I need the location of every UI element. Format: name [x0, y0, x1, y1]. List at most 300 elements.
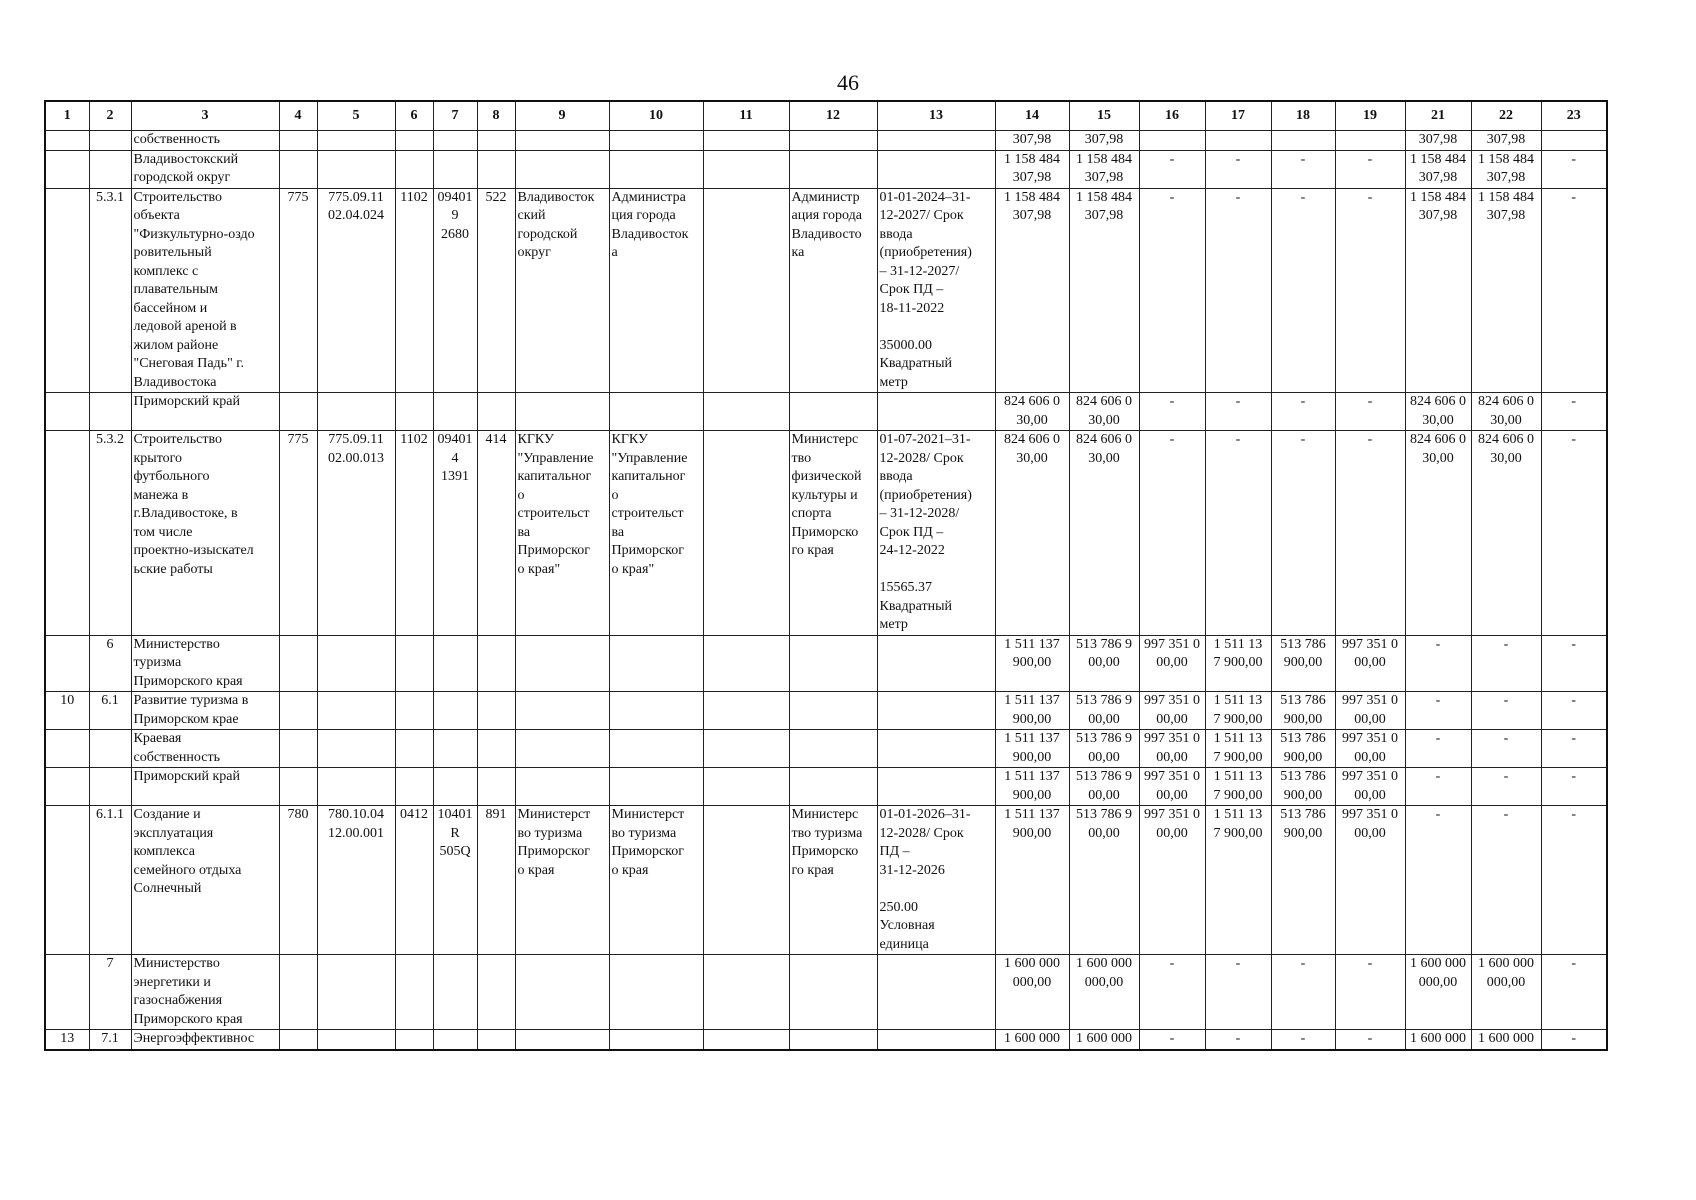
table-cell: - — [1335, 393, 1405, 431]
table-cell: Энергоэффективнос — [131, 1030, 279, 1050]
table-cell — [433, 393, 477, 431]
table-cell: - — [1405, 806, 1471, 955]
table-cell — [789, 635, 877, 692]
table-row — [45, 431, 1607, 636]
table-cell — [609, 955, 703, 1030]
table-cell: 1 600 000 — [1069, 1030, 1139, 1050]
table-cell: 10 — [45, 692, 89, 730]
table-cell: 1 600 000 — [995, 1030, 1069, 1050]
table-cell — [877, 730, 995, 768]
table-cell: - — [1405, 768, 1471, 806]
table-cell: 513 786 9 00,00 — [1069, 730, 1139, 768]
table-cell — [317, 393, 395, 431]
table-cell: 1 511 137 900,00 — [995, 768, 1069, 806]
table-cell — [433, 955, 477, 1030]
table-cell: - — [1139, 188, 1205, 393]
table-cell: 780.10.04 12.00.001 — [317, 806, 395, 955]
table-cell: Министерст во туризма Приморског о края — [515, 806, 609, 955]
table-cell — [317, 955, 395, 1030]
table-cell — [433, 150, 477, 188]
table-cell — [703, 1030, 789, 1050]
table-cell — [703, 692, 789, 730]
table-cell: 997 351 0 00,00 — [1139, 768, 1205, 806]
table-cell: - — [1335, 431, 1405, 636]
column-header: 21 — [1405, 101, 1471, 131]
table-cell: - — [1471, 692, 1541, 730]
table-cell: 1102 — [395, 188, 433, 393]
header-row — [45, 101, 1607, 131]
table-body — [45, 131, 1607, 1050]
table-cell: Создание и эксплуатация комплекса семейного отдыха Солнечный — [131, 806, 279, 955]
table-cell: 513 786 900,00 — [1271, 692, 1335, 730]
table-cell — [45, 730, 89, 768]
table-row — [45, 131, 1607, 151]
table-cell: - — [1541, 150, 1607, 188]
table-cell — [703, 131, 789, 151]
table-cell: 1 511 13 7 900,00 — [1205, 768, 1271, 806]
table-cell: 1 511 137 900,00 — [995, 635, 1069, 692]
column-header: 23 — [1541, 101, 1607, 131]
table-cell: 824 606 0 30,00 — [1405, 393, 1471, 431]
table-cell — [89, 150, 131, 188]
table-cell: Администр ация города Владивосто ка — [789, 188, 877, 393]
table-cell — [279, 131, 317, 151]
table-cell — [477, 955, 515, 1030]
table-cell — [477, 692, 515, 730]
column-header: 1 — [45, 101, 89, 131]
table-cell — [45, 131, 89, 151]
table-cell — [317, 1030, 395, 1050]
table-cell: 1 600 000 000,00 — [1405, 955, 1471, 1030]
table-cell: - — [1471, 730, 1541, 768]
table-cell: 6 — [89, 635, 131, 692]
table-cell: 01-01-2026–31- 12-2028/ Срок ПД – 31-12-2026 250.00 Условная единица — [877, 806, 995, 955]
table-cell — [609, 768, 703, 806]
table-cell: 775 — [279, 188, 317, 393]
table-cell: 5.3.2 — [89, 431, 131, 636]
column-header: 3 — [131, 101, 279, 131]
column-header: 8 — [477, 101, 515, 131]
table-cell — [877, 768, 995, 806]
table-cell: 513 786 900,00 — [1271, 635, 1335, 692]
table-cell — [515, 730, 609, 768]
table-cell: - — [1139, 150, 1205, 188]
table-cell — [45, 768, 89, 806]
table-cell: 824 606 0 30,00 — [1471, 393, 1541, 431]
table-cell: 1 511 13 7 900,00 — [1205, 692, 1271, 730]
table-cell: - — [1541, 692, 1607, 730]
column-header: 13 — [877, 101, 995, 131]
column-header: 19 — [1335, 101, 1405, 131]
table-cell — [89, 730, 131, 768]
table-cell: 1 158 484 307,98 — [1069, 188, 1139, 393]
table-cell — [515, 1030, 609, 1050]
table-cell: 824 606 0 30,00 — [1471, 431, 1541, 636]
table-cell: 6.1 — [89, 692, 131, 730]
column-header: 14 — [995, 101, 1069, 131]
table-cell: - — [1541, 635, 1607, 692]
table-row — [45, 1030, 1607, 1050]
table-cell: - — [1271, 431, 1335, 636]
table-cell: 5.3.1 — [89, 188, 131, 393]
table-cell: 997 351 0 00,00 — [1139, 692, 1205, 730]
table-cell — [877, 692, 995, 730]
table-cell: - — [1335, 1030, 1405, 1050]
table-cell — [89, 131, 131, 151]
column-header: 7 — [433, 101, 477, 131]
table-cell — [395, 730, 433, 768]
budget-table — [44, 100, 1608, 1051]
table-cell: 997 351 0 00,00 — [1139, 635, 1205, 692]
table-cell: 513 786 9 00,00 — [1069, 635, 1139, 692]
table-cell — [279, 150, 317, 188]
table-cell: - — [1541, 768, 1607, 806]
table-cell: - — [1205, 393, 1271, 431]
table-cell — [477, 768, 515, 806]
table-cell: 824 606 0 30,00 — [1069, 431, 1139, 636]
table-cell: 1 511 137 900,00 — [995, 730, 1069, 768]
column-header: 12 — [789, 101, 877, 131]
table-cell: - — [1205, 150, 1271, 188]
table-cell: 094014 1391 — [433, 431, 477, 636]
table-cell — [45, 635, 89, 692]
table-cell: КГКУ "Управление капитальног о строительст ва Приморског о края" — [515, 431, 609, 636]
table-cell: 13 — [45, 1030, 89, 1050]
table-cell: - — [1271, 150, 1335, 188]
table-cell — [609, 730, 703, 768]
table-cell — [433, 768, 477, 806]
table-cell: Владивостокский городской округ — [131, 150, 279, 188]
table-cell: 1 511 13 7 900,00 — [1205, 806, 1271, 955]
table-cell: 775 — [279, 431, 317, 636]
table-cell — [89, 393, 131, 431]
table-cell — [703, 955, 789, 1030]
table-cell — [789, 131, 877, 151]
column-header: 6 — [395, 101, 433, 131]
table-cell — [789, 1030, 877, 1050]
table-cell — [433, 635, 477, 692]
table-cell — [703, 768, 789, 806]
table-cell: - — [1139, 393, 1205, 431]
table-cell — [703, 150, 789, 188]
table-cell: - — [1471, 806, 1541, 955]
table-cell — [1271, 131, 1335, 151]
table-row — [45, 955, 1607, 1030]
table-cell — [395, 131, 433, 151]
table-cell — [477, 635, 515, 692]
table-cell — [317, 150, 395, 188]
table-cell — [877, 150, 995, 188]
table-cell — [703, 730, 789, 768]
table-cell: - — [1541, 806, 1607, 955]
table-cell: 1 511 137 900,00 — [995, 806, 1069, 955]
table-cell: - — [1205, 431, 1271, 636]
table-cell — [45, 806, 89, 955]
column-header: 15 — [1069, 101, 1139, 131]
table-cell — [515, 768, 609, 806]
table-cell — [477, 730, 515, 768]
table-cell: Приморский край — [131, 393, 279, 431]
table-cell — [877, 393, 995, 431]
table-row — [45, 806, 1607, 955]
column-header: 17 — [1205, 101, 1271, 131]
table-cell — [45, 188, 89, 393]
table-cell — [703, 188, 789, 393]
table-cell: - — [1541, 955, 1607, 1030]
table-cell: 307,98 — [1405, 131, 1471, 151]
table-cell: - — [1139, 1030, 1205, 1050]
table-cell — [789, 393, 877, 431]
table-cell: Министерс тво туризма Приморско го края — [789, 806, 877, 955]
table-cell — [789, 768, 877, 806]
column-header: 4 — [279, 101, 317, 131]
table-cell: 1 511 13 7 900,00 — [1205, 635, 1271, 692]
table-cell — [609, 1030, 703, 1050]
table-cell: 1 158 484 307,98 — [1069, 150, 1139, 188]
table-cell: - — [1271, 955, 1335, 1030]
table-cell — [395, 150, 433, 188]
table-cell: Министерст во туризма Приморског о края — [609, 806, 703, 955]
table-cell — [1139, 131, 1205, 151]
table-cell: 775.09.11 02.04.024 — [317, 188, 395, 393]
table-cell — [877, 1030, 995, 1050]
table-cell: 414 — [477, 431, 515, 636]
table-cell: 1 600 000 — [1405, 1030, 1471, 1050]
table-cell: - — [1541, 1030, 1607, 1050]
table-cell — [317, 692, 395, 730]
table-cell — [317, 730, 395, 768]
table-cell — [279, 1030, 317, 1050]
table-cell: Министерство туризма Приморского края — [131, 635, 279, 692]
table-cell: - — [1205, 955, 1271, 1030]
table-cell: 0412 — [395, 806, 433, 955]
table-cell — [609, 635, 703, 692]
table-cell: 1 158 484 307,98 — [995, 150, 1069, 188]
table-cell: Строительство объекта "Физкультурно-оздо ровительный комплекс с плавательным бассейном и ледовой ареной в жилом районе "Снеговая Падь" г. Владивостока — [131, 188, 279, 393]
table-cell: 997 351 0 00,00 — [1335, 730, 1405, 768]
table-cell: 094019 2680 — [433, 188, 477, 393]
table-cell: 1 158 484 307,98 — [1405, 188, 1471, 393]
table-cell: 997 351 0 00,00 — [1335, 635, 1405, 692]
table-cell: - — [1335, 955, 1405, 1030]
table-cell: КГКУ "Управление капитальног о строительст ва Приморског о края" — [609, 431, 703, 636]
table-cell: - — [1139, 955, 1205, 1030]
column-header: 9 — [515, 101, 609, 131]
table-cell — [609, 131, 703, 151]
table-cell — [433, 730, 477, 768]
table-cell: - — [1205, 1030, 1271, 1050]
table-cell: 1 158 484 307,98 — [995, 188, 1069, 393]
table-cell: 01-01-2024–31- 12-2027/ Срок ввода (приобретения) – 31-12-2027/ Срок ПД – 18-11-2022 35000.00 Квадратный метр — [877, 188, 995, 393]
table-cell — [433, 131, 477, 151]
table-cell: 1 511 13 7 900,00 — [1205, 730, 1271, 768]
table-cell — [433, 692, 477, 730]
table-row — [45, 188, 1607, 393]
table-cell — [279, 768, 317, 806]
table-cell: 01-07-2021–31- 12-2028/ Срок ввода (приобретения) – 31-12-2028/ Срок ПД – 24-12-2022 15565.37 Квадратный метр — [877, 431, 995, 636]
table-cell — [1335, 131, 1405, 151]
table-cell: 780 — [279, 806, 317, 955]
table-cell — [515, 150, 609, 188]
table-cell — [515, 131, 609, 151]
table-cell: 307,98 — [995, 131, 1069, 151]
column-header: 5 — [317, 101, 395, 131]
table-cell — [45, 150, 89, 188]
table-cell: Министерс тво физической культуры и спорта Приморско го края — [789, 431, 877, 636]
table-cell: 1 158 484 307,98 — [1471, 188, 1541, 393]
table-row — [45, 730, 1607, 768]
table-cell: 513 786 900,00 — [1271, 806, 1335, 955]
table-cell: 1 600 000 000,00 — [995, 955, 1069, 1030]
table-cell — [279, 692, 317, 730]
table-cell — [45, 393, 89, 431]
table-cell: - — [1405, 730, 1471, 768]
table-cell — [395, 692, 433, 730]
table-cell — [515, 692, 609, 730]
table-cell: - — [1471, 635, 1541, 692]
table-cell — [477, 393, 515, 431]
table-row — [45, 393, 1607, 431]
table-cell: Приморский край — [131, 768, 279, 806]
table-cell: 824 606 0 30,00 — [995, 431, 1069, 636]
table-cell: 307,98 — [1471, 131, 1541, 151]
table-cell: 513 786 9 00,00 — [1069, 692, 1139, 730]
table-cell — [877, 131, 995, 151]
table-cell: 824 606 0 30,00 — [1405, 431, 1471, 636]
table-cell: - — [1541, 393, 1607, 431]
table-cell — [395, 955, 433, 1030]
table-cell: 997 351 0 00,00 — [1139, 730, 1205, 768]
table-cell — [609, 692, 703, 730]
table-cell: - — [1335, 188, 1405, 393]
table-cell — [789, 692, 877, 730]
table-cell — [395, 768, 433, 806]
table-cell: 824 606 0 30,00 — [995, 393, 1069, 431]
table-cell: 513 786 9 00,00 — [1069, 806, 1139, 955]
table-cell: - — [1139, 431, 1205, 636]
table-cell — [877, 635, 995, 692]
table-cell — [317, 635, 395, 692]
table-cell: - — [1205, 188, 1271, 393]
table-cell: 1102 — [395, 431, 433, 636]
table-cell — [703, 393, 789, 431]
table-cell: - — [1471, 768, 1541, 806]
table-cell: - — [1541, 431, 1607, 636]
table-cell — [609, 150, 703, 188]
table-cell — [279, 393, 317, 431]
table-cell: - — [1405, 692, 1471, 730]
table-cell — [279, 955, 317, 1030]
table-cell — [477, 150, 515, 188]
table-cell: 10401R 505Q — [433, 806, 477, 955]
table-cell — [1205, 131, 1271, 151]
table-cell — [789, 730, 877, 768]
column-header: 11 — [703, 101, 789, 131]
table-cell: 1 600 000 000,00 — [1471, 955, 1541, 1030]
table-cell: - — [1405, 635, 1471, 692]
table-cell — [317, 131, 395, 151]
table-cell — [45, 431, 89, 636]
column-header: 18 — [1271, 101, 1335, 131]
page-number: 46 — [837, 70, 859, 95]
table-cell — [317, 768, 395, 806]
table-cell: 997 351 0 00,00 — [1139, 806, 1205, 955]
column-header: 10 — [609, 101, 703, 131]
table-cell: - — [1271, 393, 1335, 431]
table-cell: - — [1271, 1030, 1335, 1050]
table-cell: - — [1335, 150, 1405, 188]
table-cell — [515, 635, 609, 692]
table-row — [45, 768, 1607, 806]
table-cell: собственность — [131, 131, 279, 151]
table-cell — [89, 768, 131, 806]
table-cell: 7 — [89, 955, 131, 1030]
table-cell — [395, 1030, 433, 1050]
table-cell: 6.1.1 — [89, 806, 131, 955]
table-cell: 1 158 484 307,98 — [1405, 150, 1471, 188]
table-cell — [703, 431, 789, 636]
column-header: 2 — [89, 101, 131, 131]
table-cell — [395, 393, 433, 431]
table-cell: Владивосток ский городской округ — [515, 188, 609, 393]
table-cell — [515, 955, 609, 1030]
table-cell — [279, 730, 317, 768]
table-cell: - — [1271, 188, 1335, 393]
table-cell: 522 — [477, 188, 515, 393]
table-cell: 307,98 — [1069, 131, 1139, 151]
table-cell: 997 351 0 00,00 — [1335, 768, 1405, 806]
table-cell: 513 786 9 00,00 — [1069, 768, 1139, 806]
table-cell — [515, 393, 609, 431]
table-cell — [789, 955, 877, 1030]
table-cell: 513 786 900,00 — [1271, 730, 1335, 768]
table-cell — [877, 955, 995, 1030]
table-cell — [477, 131, 515, 151]
table-cell — [609, 393, 703, 431]
table-cell: 775.09.11 02.00.013 — [317, 431, 395, 636]
table-cell — [703, 635, 789, 692]
table-cell: Краевая собственность — [131, 730, 279, 768]
table-cell: 7.1 — [89, 1030, 131, 1050]
table-row — [45, 150, 1607, 188]
table-cell — [395, 635, 433, 692]
table-cell — [789, 150, 877, 188]
table-cell: 1 600 000 000,00 — [1069, 955, 1139, 1030]
table-cell: - — [1541, 730, 1607, 768]
table-cell: 1 600 000 — [1471, 1030, 1541, 1050]
table-cell: 1 158 484 307,98 — [1471, 150, 1541, 188]
table-cell — [477, 1030, 515, 1050]
table-cell: Министерство энергетики и газоснабжения Приморского края — [131, 955, 279, 1030]
column-header: 22 — [1471, 101, 1541, 131]
table-cell: - — [1541, 188, 1607, 393]
column-header: 16 — [1139, 101, 1205, 131]
table-cell: 997 351 0 00,00 — [1335, 806, 1405, 955]
table-cell: Администра ция города Владивосток а — [609, 188, 703, 393]
table-cell: Развитие туризма в Приморском крае — [131, 692, 279, 730]
table-cell — [1541, 131, 1607, 151]
table-row — [45, 635, 1607, 692]
table-cell: 891 — [477, 806, 515, 955]
table-cell: 997 351 0 00,00 — [1335, 692, 1405, 730]
table-cell — [433, 1030, 477, 1050]
table-cell — [703, 806, 789, 955]
table-cell — [45, 955, 89, 1030]
table-cell: 1 511 137 900,00 — [995, 692, 1069, 730]
table-cell: Строительство крытого футбольного манежа в г.Владивостоке, в том числе проектно-изыскател ьские работы — [131, 431, 279, 636]
table-cell — [279, 635, 317, 692]
table-cell: 513 786 900,00 — [1271, 768, 1335, 806]
